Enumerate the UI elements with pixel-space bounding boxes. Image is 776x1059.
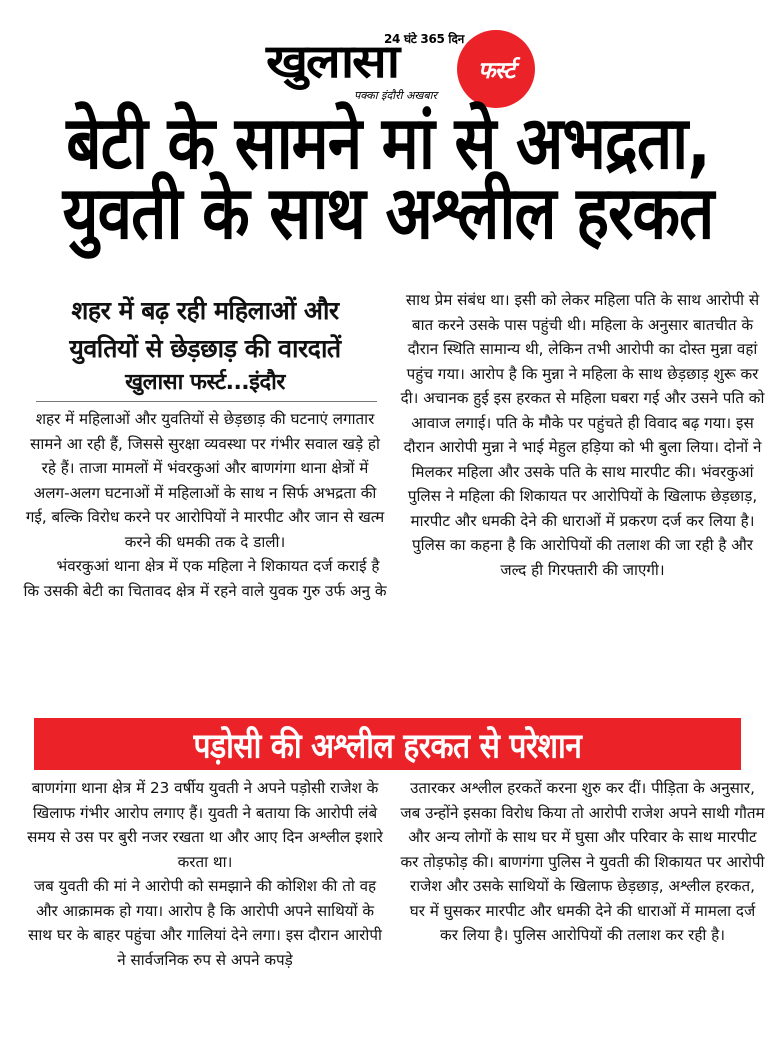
story2-column-1: [22, 776, 388, 972]
story2-col1-paragraph-2: जब युवती की मां ने आरोपी को समझाने की कोशिश की तो वह और आक्रामक हो गया। आरोप है कि आरोपी अपने साथियों के साथ घर के बाहर पहुंचा और गालियां देने लगा। इस दौरान आरोपी ने सार्वजनिक रुप से अपने कपड़े: [28, 877, 382, 969]
newspaper-masthead: [262, 26, 542, 110]
story1-col1-paragraph-1: शहर में महिलाओं और युवतियों से छेड़छाड़ की घटनाएं लगातार सामने आ रही हैं, जिससे सुरक्षा व्यवस्था पर गंभीर सवाल खड़े हो रहे हैं। ताजा मामलों में भंवरकुआं और बाणगंगा थाना क्षेत्रों में अलग-अलग घटनाओं में महिलाओं के साथ न सिर्फ अभद्रता की गई, बल्कि विरोध करने पर आरोपियों ने मारपीट और जान से खत्म करने की धमकी तक दे डाली।: [25, 410, 385, 551]
story1-column-1: [22, 407, 388, 603]
dateline: खुलासा फर्स्ट...इंदौर: [125, 370, 285, 395]
headline-line-1: बेटी के सामने मां से अभद्रता,: [66, 99, 710, 186]
story2-column-2: [400, 776, 765, 948]
story1-column-2: [400, 288, 765, 582]
story1-col2-paragraph-1: साथ प्रेम संबंध था। इसी को लेकर महिला पति के साथ आरोपी से बात करने उसके पास पहुंची थी। महिला के अनुसार बातचीत के दौरान स्थिति सामान्य थी, लेकिन तभी आरोपी का दोस्त मुन्ना वहां पहुंच गया। आरोप है कि मुन्ना ने महिला के साथ छेड़छाड़ शुरू कर दी। अचानक हुई इस हरकत से महिला घबरा गई और उसने पति को आवाज लगाई। पति के मौके पर पहुंचते ही विवाद बढ़ गया। इस दौरान आरोपी मुन्ना ने भाई मेहुल हड़िया को भी बुला लिया। दोनों ने मिलकर महिला और उसके पति के साथ मारपीट की। भंवरकुआं पुलिस ने महिला की शिकायत पर आरोपियों के खिलाफ छेड़छाड़, मारपीट और धमकी देने की धाराओं में प्रकरण दर्ज कर लिया है। पुलिस का कहना है कि आरोपियों की तलाश की जा रही है और जल्द ही गिरफ्तारी की जाएगी।: [400, 291, 765, 579]
story2-section-title: पड़ोसी की अश्लील हरकत से परेशान: [193, 726, 582, 767]
masthead-circle-text: फर्स्ट: [477, 58, 515, 84]
subhead-line-2: युवतियों से छेड़छाड़ की वारदातें: [69, 334, 341, 363]
story1-col1-paragraph-2: भंवरकुआं थाना क्षेत्र में एक महिला ने शिकायत दर्ज कराई है कि उसकी बेटी का चितावद क्षेत्र में रहने वाले युवक गुरु उर्फ अनु के: [23, 557, 387, 600]
masthead-top-line: 24 घंटे 365 दिन: [384, 32, 464, 46]
masthead-tagline: पक्का इंदौरी अखबार: [354, 89, 438, 102]
story2-col1-paragraph-1: बाणगंगा थाना क्षेत्र में 23 वर्षीय युवती ने अपने पड़ोसी राजेश के खिलाफ गंभीर आरोप लगाए हैं। युवती ने बताया कि आरोपी लंबे समय से उस पर बुरी नजर रखता था और आए दिन अश्लील इशारे करता था।: [27, 779, 383, 871]
story1-subheadline: [20, 292, 390, 398]
headline-line-2: युवती के साथ अश्लील हरकत: [62, 169, 714, 256]
masthead-red-circle-logo: [457, 30, 535, 108]
masthead-name: खुलासा: [266, 34, 398, 88]
story2-section-banner: [34, 718, 741, 770]
subhead-divider: [36, 401, 377, 402]
main-headline: [0, 99, 776, 256]
story2-col2-paragraph-1: उतारकर अश्लील हरकतें करना शुरु कर दीं। पीड़िता के अनुसार, जब उन्होंने इसका विरोध किया तो आरोपी राजेश अपने साथी गौतम और अन्य लोगों के साथ घर में घुसा और परिवार के साथ मारपीट कर तोड़फोड़ की। बाणगंगा पुलिस ने युवती की शिकायत पर आरोपी राजेश और उसके साथियों के खिलाफ छेड़छाड़, अश्लील हरकत, घर में घुसकर मारपीट और धमकी देने की धाराओं में मामला दर्ज कर लिया है। पुलिस आरोपियों की तलाश कर रही है।: [400, 779, 765, 944]
subhead-line-1: शहर में बढ़ रही महिलाओं और: [71, 296, 339, 325]
